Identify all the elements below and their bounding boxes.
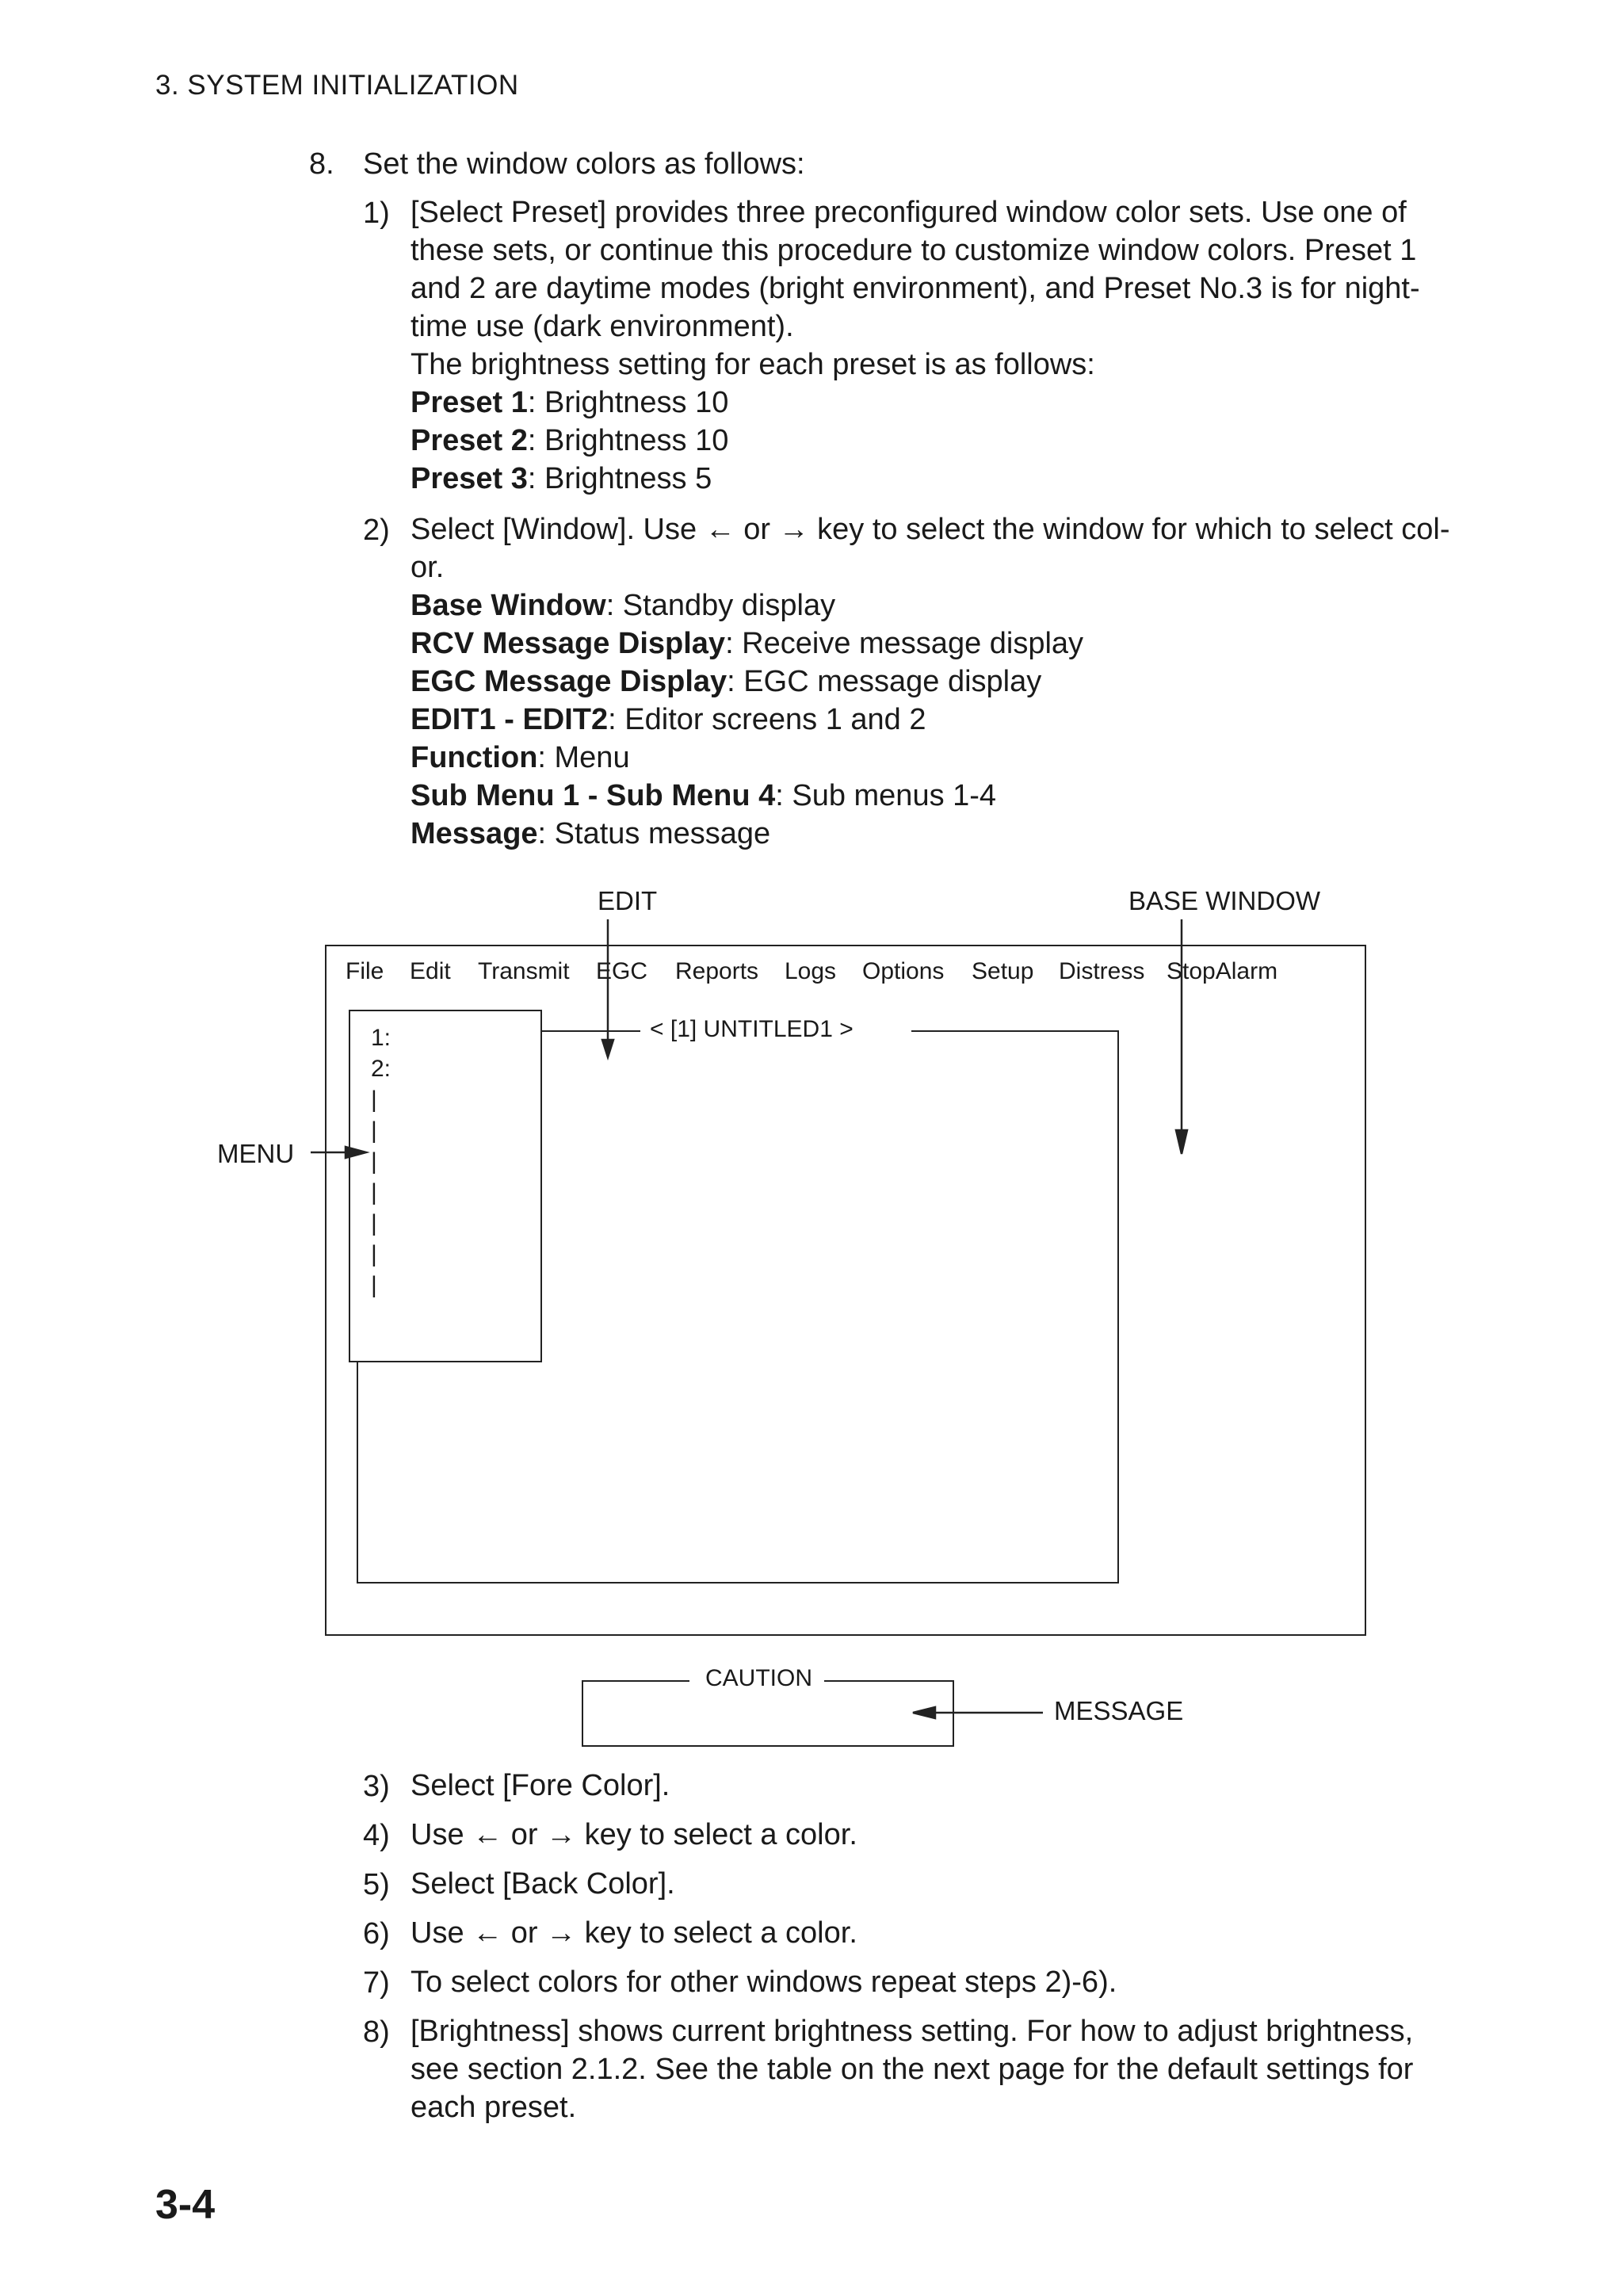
substep-7-text <box>411 1963 1117 2001</box>
window-term: RCV Message Display <box>411 627 726 660</box>
window-term: Base Window <box>411 589 606 622</box>
menu-line: | <box>371 1117 377 1144</box>
menu-edit[interactable]: Edit <box>410 958 451 984</box>
window-desc: : EGC message display <box>727 665 1042 698</box>
substep-8-text <box>411 2012 1413 2126</box>
step-number: 8. <box>309 147 334 181</box>
text-line: Select [Fore Color]. <box>411 1769 670 1802</box>
menu-line-2[interactable]: 2: <box>371 1056 391 1082</box>
text-line: To select colors for other windows repeat steps 2)-6). <box>411 1966 1117 1999</box>
message-arrow-head <box>913 1707 935 1718</box>
menu-line: | <box>371 1148 377 1175</box>
text-line: Select [Back Color]. <box>411 1867 675 1901</box>
menu-file[interactable]: File <box>346 958 384 984</box>
running-header: 3. SYSTEM INITIALIZATION <box>155 70 519 101</box>
step-title: Set the window colors as follows: <box>363 147 805 181</box>
substep-number: 2) <box>363 514 390 547</box>
substep-4-text <box>411 1816 857 1854</box>
menu-line: | <box>371 1087 377 1113</box>
menu-options[interactable]: Options <box>862 958 945 984</box>
menu-line: | <box>371 1210 377 1236</box>
preset-desc: : Brightness 10 <box>527 424 729 457</box>
window-term: EDIT1 - EDIT2 <box>411 703 609 736</box>
substep-5-text <box>411 1865 675 1903</box>
preset-term: Preset 3 <box>411 462 528 495</box>
text-line: see section 2.1.2. See the table on the next page for the default settings for <box>411 2053 1414 2086</box>
edit-callout-label: EDIT <box>598 886 658 915</box>
text-line: Use ← or → key to select a color. <box>411 1916 857 1950</box>
substep-6-text <box>411 1914 857 1952</box>
substep-number: 8) <box>363 2015 390 2049</box>
menu-setup[interactable]: Setup <box>972 958 1034 984</box>
window-term: Message <box>411 817 538 850</box>
preset-term: Preset 1 <box>411 386 528 419</box>
menu-egc[interactable]: EGC <box>596 958 648 984</box>
preset-desc: : Brightness 5 <box>527 462 712 495</box>
editor-title: < [1] UNTITLED1 > <box>650 1016 854 1042</box>
menu-callout-label: MENU <box>217 1139 295 1168</box>
text-line: Select [Window]. Use ← or → key to select the window for which to select col- <box>411 513 1450 546</box>
text-line: [Select Preset] provides three preconfigured window color sets. Use one of <box>411 196 1407 229</box>
menu-stopalarm[interactable]: StopAlarm <box>1167 958 1278 984</box>
menu-line-1[interactable]: 1: <box>371 1025 391 1051</box>
text-line: each preset. <box>411 2091 577 2124</box>
window-desc: : Receive message display <box>725 627 1084 660</box>
base-window-callout-label: BASE WINDOW <box>1128 886 1321 915</box>
menu-line: | <box>371 1241 377 1267</box>
window-desc: : Standby display <box>605 589 836 622</box>
substep-3-text <box>411 1767 670 1805</box>
menu-logs[interactable]: Logs <box>785 958 837 984</box>
text-line: Use ← or → key to select a color. <box>411 1818 857 1851</box>
text-line: The brightness setting for each preset is as follows: <box>411 348 1095 381</box>
preset-term: Preset 2 <box>411 424 528 457</box>
preset-desc: : Brightness 10 <box>527 386 729 419</box>
substep-number: 4) <box>363 1819 390 1852</box>
message-callout-label: MESSAGE <box>1054 1696 1184 1725</box>
window-desc: : Menu <box>537 741 630 774</box>
text-line: [Brightness] shows current brightness setting. For how to adjust brightness, <box>411 2015 1414 2048</box>
text-line: time use (dark environment). <box>411 310 794 343</box>
base-arrow-head <box>1176 1130 1187 1154</box>
menu-arrow-head <box>346 1147 366 1158</box>
window-term: EGC Message Display <box>411 665 727 698</box>
window-desc: : Status message <box>537 817 771 850</box>
text-line: or. <box>411 551 445 584</box>
caution-title: CAUTION <box>705 1665 812 1691</box>
menu-line: | <box>371 1179 377 1205</box>
window-desc: : Editor screens 1 and 2 <box>608 703 926 736</box>
substep-number: 1) <box>363 197 390 230</box>
menu-transmit[interactable]: Transmit <box>478 958 570 984</box>
text-line: and 2 are daytime modes (bright environment), and Preset No.3 is for night- <box>411 272 1420 305</box>
edit-arrow-head <box>602 1040 613 1057</box>
text-line: these sets, or continue this procedure to customize window colors. Preset 1 <box>411 234 1417 267</box>
menu-line: | <box>371 1272 377 1298</box>
window-term: Function <box>411 741 538 774</box>
substep-number: 7) <box>363 1966 390 2000</box>
substep-number: 6) <box>363 1917 390 1950</box>
substep-number: 3) <box>363 1770 390 1803</box>
menu-reports[interactable]: Reports <box>675 958 759 984</box>
menu-distress[interactable]: Distress <box>1059 958 1145 984</box>
page-number: 3-4 <box>155 2182 216 2228</box>
window-term: Sub Menu 1 - Sub Menu 4 <box>411 779 776 812</box>
substep-number: 5) <box>363 1868 390 1901</box>
window-desc: : Sub menus 1-4 <box>775 779 997 812</box>
